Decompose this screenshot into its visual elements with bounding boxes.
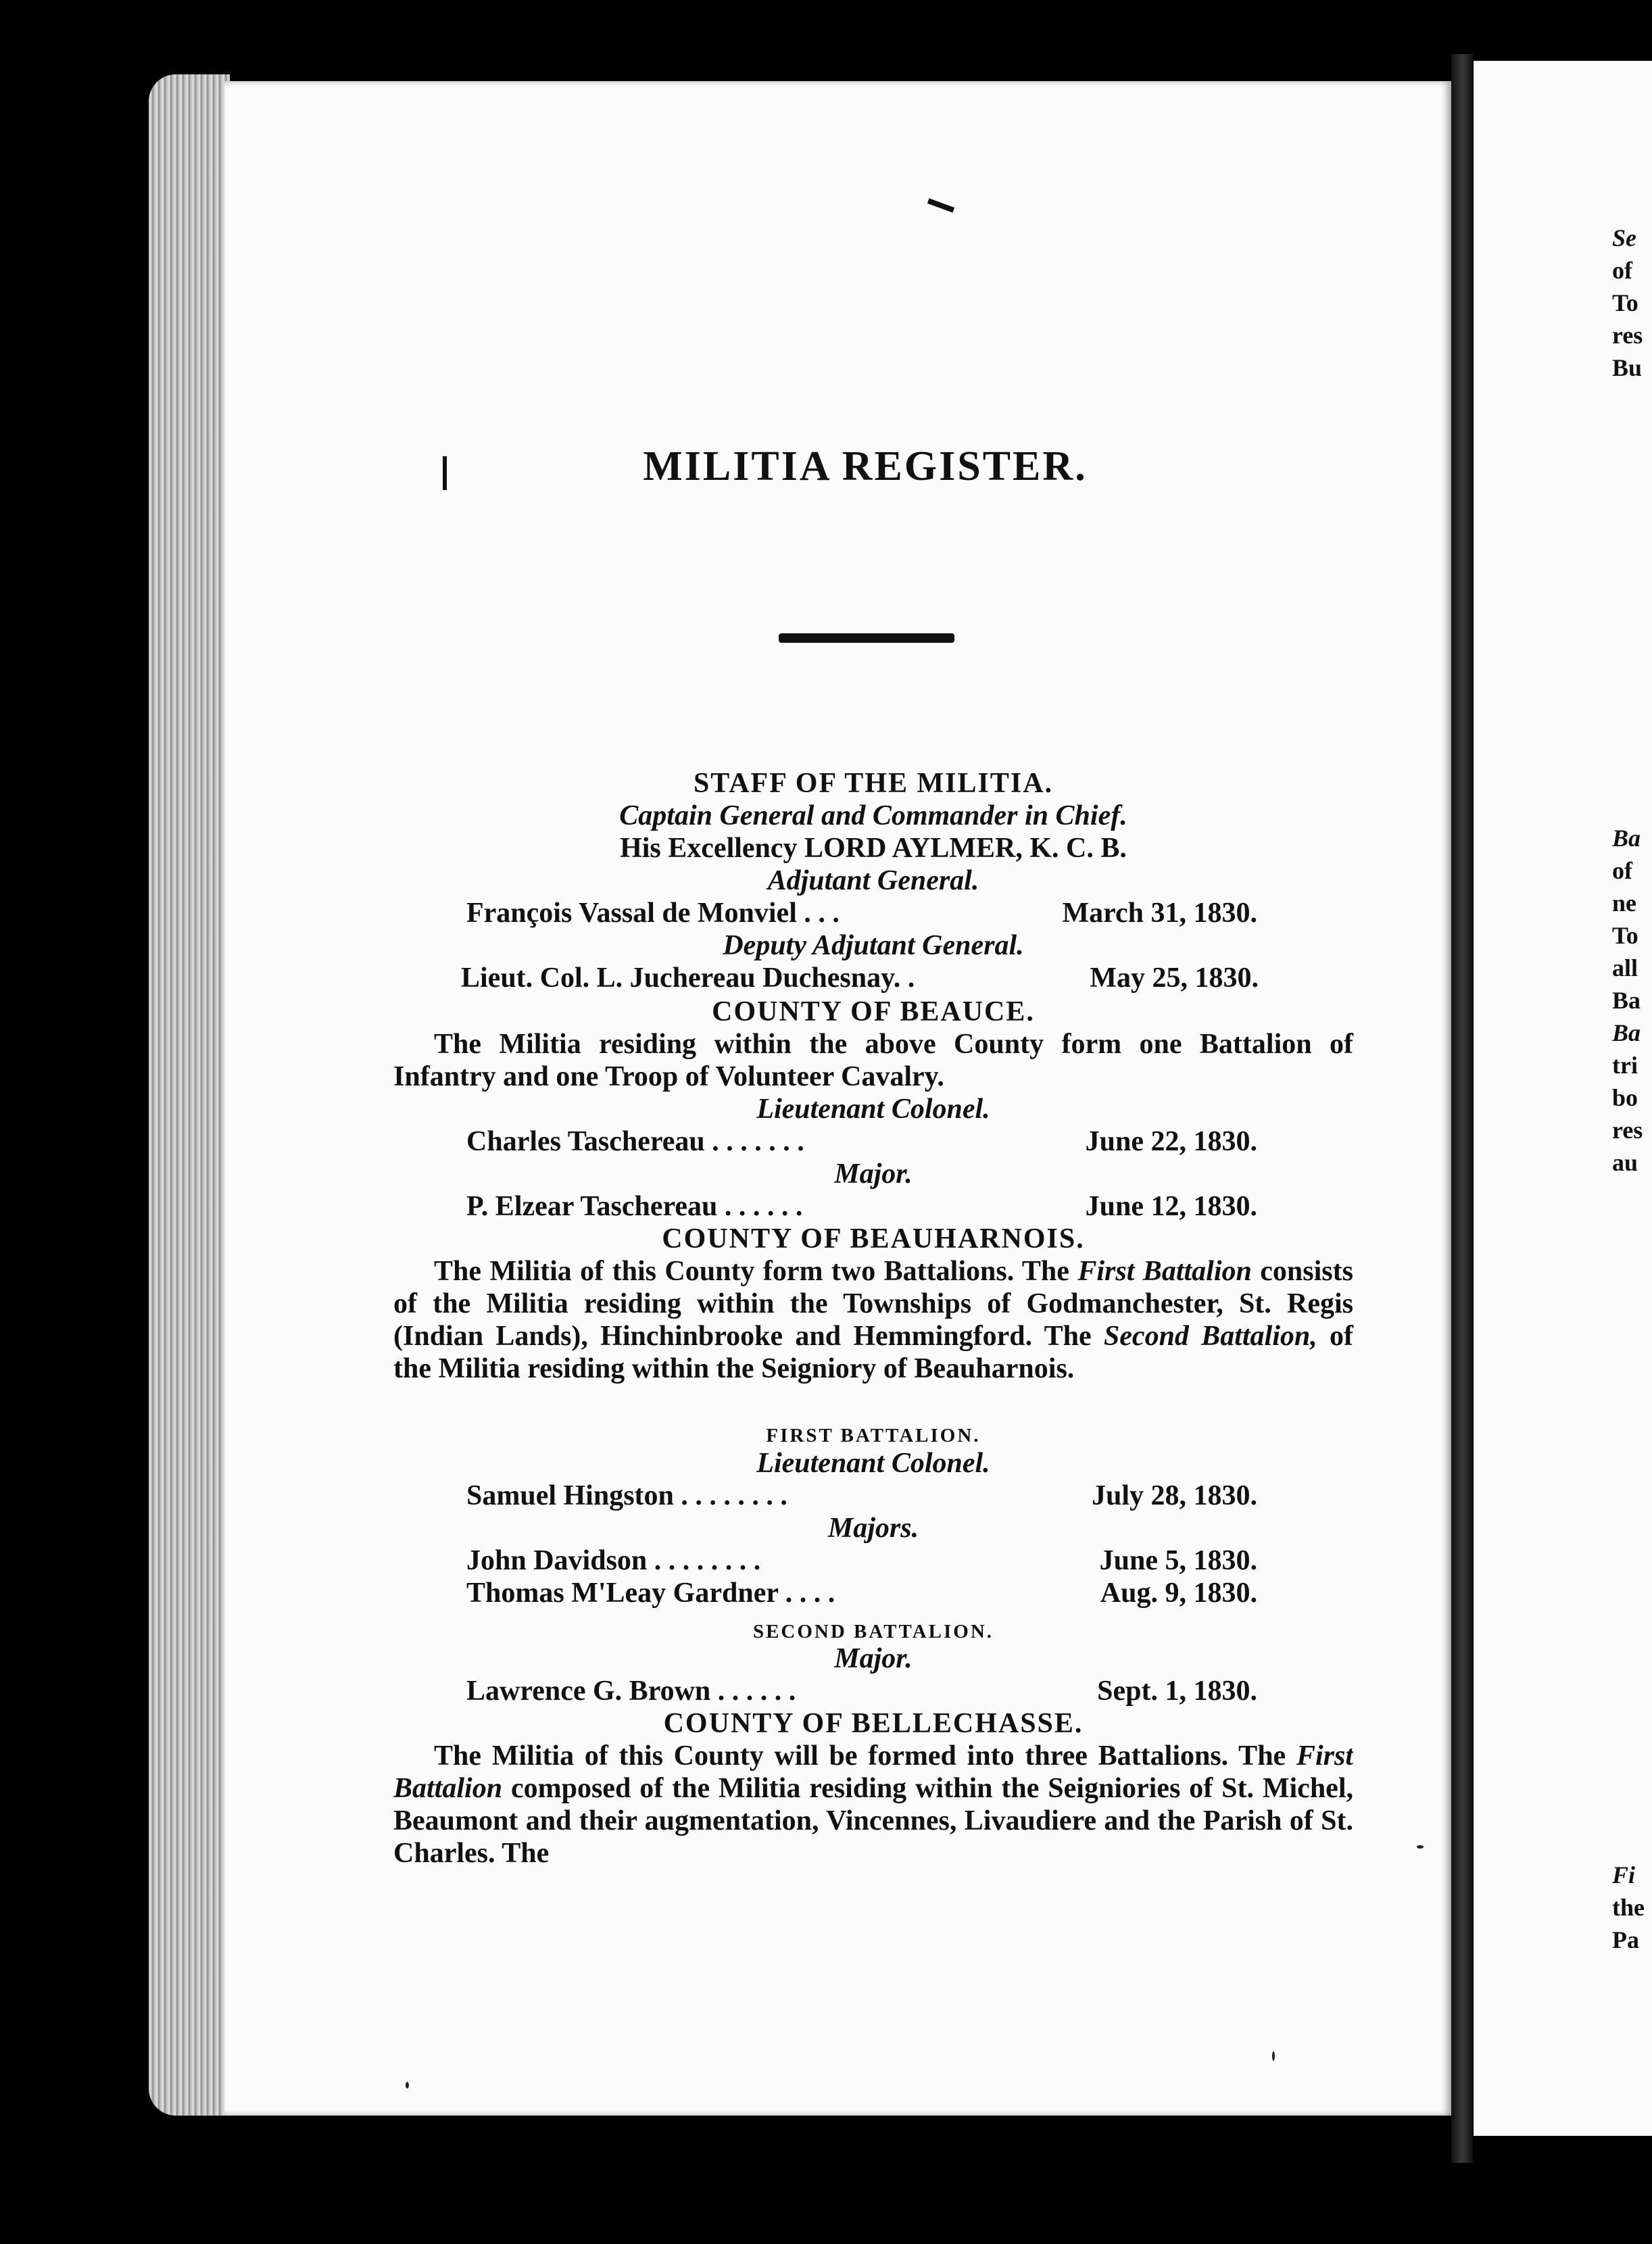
facing-fragment: Pa [1612,1926,1639,1953]
battalion-heading: SECOND BATTALION. [752,1621,994,1642]
entry-date: June 12, 1830. [1085,1191,1257,1222]
entry-date: June 5, 1830. [1099,1545,1257,1576]
book-gutter [1451,54,1473,2163]
register-entry [466,1675,1257,1707]
facing-fragment: res [1612,322,1643,349]
register-entry [466,1577,1257,1609]
text-run: of the Militia residing within the Seigniory of Beauharnois. [393,1321,1353,1384]
entry-name: Charles Taschereau . . . . . . . [466,1126,804,1157]
section-heading-staff: STAFF OF THE MILITIA. [693,768,1054,799]
facing-fragment: all [1612,954,1638,981]
facing-fragment: To [1612,289,1638,316]
text-run-italic: Second Battalion, [1103,1321,1317,1352]
facing-fragment: Se [1612,224,1636,251]
text-run: consists of the Militia residing within the Townships of Godmanchester, St. Regis (Indian Lands), Hinchinbrooke and Hemmingford. The [393,1256,1353,1352]
rank-title: Major. [834,1158,913,1190]
text-run: composed of the Militia residing within the Seigniories of St. Michel, Beaumont and their augmentation, Vincennes, Livaudiere and the Parish of St. Charles. The [393,1773,1353,1869]
rank-title: Captain General and Commander in Chief. [619,800,1127,831]
staff-name: His Excellency LORD AYLMER, K. C. B. [620,833,1127,864]
facing-fragment: of [1612,857,1632,884]
facing-fragment: Ba [1612,825,1641,852]
facing-fragment: To [1612,922,1638,949]
section-heading-beauharnois: COUNTY OF BEAUHARNOIS. [662,1223,1085,1254]
section-text: The Militia residing within the above County form one Battalion of Infantry and one Troop of Volunteer Cavalry. [393,1029,1353,1092]
facing-fragment: of [1612,257,1632,284]
register-entry [466,1125,1257,1158]
section-text [393,1740,1353,1870]
ink-speck [406,2082,409,2089]
register-entry [466,1190,1257,1223]
ink-speck [1417,1845,1424,1849]
page-title: MILITIA REGISTER. [643,443,1088,489]
battalion-heading: FIRST BATTALION. [766,1425,981,1446]
facing-fragment: the [1612,1894,1645,1921]
entry-date: Aug. 9, 1830. [1100,1578,1257,1609]
text-run-italic: First Battalion [393,1740,1353,1804]
entry-name: John Davidson . . . . . . . . [466,1545,761,1576]
entry-date: July 28, 1830. [1091,1480,1257,1511]
entry-name: P. Elzear Taschereau . . . . . . [466,1191,803,1222]
entry-name: Lieut. Col. L. Juchereau Duchesnay. . [461,962,915,994]
register-entry [461,962,1259,994]
rank-title: Major. [834,1643,913,1674]
rank-title: Majors. [827,1513,919,1544]
section-heading-beauce: COUNTY OF BEAUCE. [712,996,1035,1027]
facing-fragment: bo [1612,1084,1638,1111]
rank-title: Lieutenant Colonel. [756,1094,990,1125]
entry-name: Thomas M'Leay Gardner . . . . [466,1578,835,1609]
facing-fragment: Fi [1612,1861,1636,1888]
entry-date: March 31, 1830. [1062,898,1257,929]
facing-fragment: tri [1612,1052,1638,1079]
facing-fragment: Ba [1612,1019,1641,1046]
register-entry [466,1544,1257,1577]
register-entry [466,897,1257,929]
ink-speck [1272,2051,1275,2061]
facing-fragment: ne [1612,889,1636,917]
section-text [393,1255,1353,1385]
rank-title: Adjutant General. [767,865,979,896]
rank-title: Deputy Adjutant General. [723,930,1024,961]
entry-name: Samuel Hingston . . . . . . . . [466,1480,787,1511]
entry-date: June 22, 1830. [1085,1126,1257,1157]
entry-date: May 25, 1830. [1090,962,1259,994]
facing-fragment: Bu [1612,354,1643,381]
text-run-italic: First Battalion [1077,1256,1252,1287]
page-edges [149,74,230,2116]
ink-mark [443,456,447,490]
entry-date: Sept. 1, 1830. [1097,1676,1257,1707]
entry-name: Lawrence G. Brown . . . . . . [466,1676,796,1707]
text-run: The Militia of this County form two Battalions. The [434,1256,1078,1287]
entry-name: François Vassal de Monviel . . . [466,898,840,929]
section-heading-bellechasse: COUNTY OF BELLECHASSE. [663,1708,1084,1739]
facing-fragment: res [1612,1117,1643,1144]
facing-fragment: au [1612,1149,1638,1176]
rank-title: Lieutenant Colonel. [756,1448,990,1479]
facing-fragment: Ba [1612,987,1641,1014]
title-rule [779,633,954,643]
register-entry [466,1480,1257,1512]
text-run: The Militia of this County will be formed into three Battalions. The [434,1740,1296,1772]
